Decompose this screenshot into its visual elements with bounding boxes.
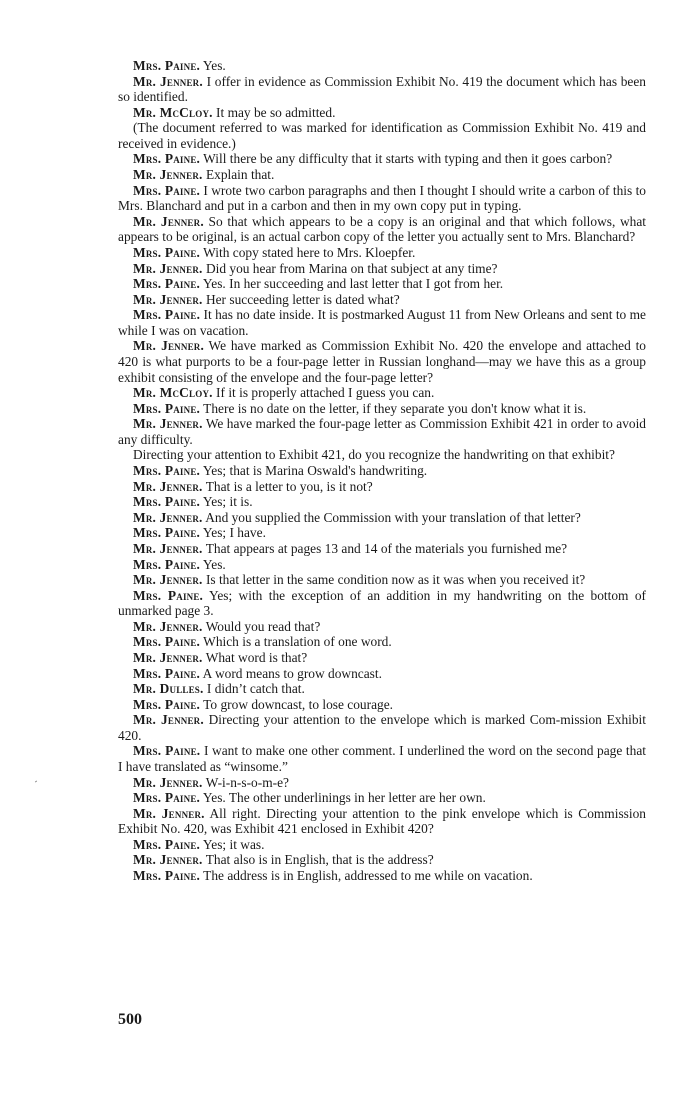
speaker-label: Mr. Jenner.	[133, 167, 203, 183]
transcript-paragraph	[118, 416, 646, 447]
speaker-label: Mrs. Paine.	[133, 151, 201, 167]
transcript-paragraph	[118, 775, 646, 791]
paragraph-text: What word is that?	[202, 649, 308, 665]
transcript-body	[118, 58, 646, 884]
transcript-paragraph	[118, 292, 646, 308]
transcript-paragraph	[118, 666, 646, 682]
paragraph-text: I didn’t catch that.	[203, 681, 305, 697]
paragraph-text: We have marked as Commission Exhibit No. 420 the envelope and attached to 420 is what purports to be a four-page letter in Russian longhand—may we have this as a group exhibit consisting of the envelope and the four-page letter?	[118, 338, 646, 385]
speaker-label: Mrs. Paine.	[133, 665, 201, 681]
paragraph-text: Directing your attention to Exhibit 421, do you recognize the handwriting on that exhibit?	[133, 447, 615, 463]
paragraph-text: Yes.	[200, 556, 226, 572]
transcript-paragraph	[118, 105, 646, 121]
speaker-label: Mr. Jenner.	[133, 291, 203, 307]
transcript-paragraph	[118, 261, 646, 277]
speaker-label: Mr. Jenner.	[133, 73, 203, 89]
speaker-label: Mrs. Paine.	[133, 58, 201, 73]
speaker-label: Mr. Jenner.	[133, 509, 203, 525]
transcript-paragraph	[118, 525, 646, 541]
speaker-label: Mrs. Paine.	[133, 836, 201, 852]
paragraph-text: Yes.	[200, 58, 226, 73]
transcript-paragraph	[118, 151, 646, 167]
speaker-label: Mrs. Paine.	[133, 790, 201, 806]
speaker-label: Mr. Jenner.	[133, 478, 203, 494]
speaker-label: Mr. Jenner.	[133, 618, 203, 634]
paragraph-text: Yes. The other underlinings in her letter are her own.	[200, 790, 486, 806]
paragraph-text: And you supplied the Commission with your translation of that letter?	[202, 509, 581, 525]
paragraph-text: I offer in evidence as Commission Exhibit No. 419 the document which has been so identified.	[118, 73, 646, 105]
transcript-paragraph	[118, 541, 646, 557]
paragraph-text: A word means to grow downcast.	[200, 665, 382, 681]
speaker-label: Mr. Jenner.	[133, 416, 203, 432]
speaker-label: Mr. McCloy.	[133, 104, 213, 120]
speaker-label: Mr. Jenner.	[133, 774, 203, 790]
transcript-paragraph	[118, 837, 646, 853]
transcript-paragraph	[118, 214, 646, 245]
speaker-label: Mrs. Paine.	[133, 525, 201, 541]
transcript-paragraph	[118, 634, 646, 650]
transcript-paragraph	[118, 74, 646, 105]
paragraph-text: Directing your attention to the envelope which is marked Com-mission Exhibit 420.	[118, 712, 646, 743]
paragraph-text: I want to make one other comment. I underlined the word on the second page that I have translated as “winsome.”	[118, 743, 646, 775]
transcript-paragraph	[118, 447, 646, 463]
speaker-label: Mr. Jenner.	[133, 852, 203, 868]
speaker-label: Mr. Jenner.	[133, 572, 203, 588]
speaker-label: Mrs. Paine.	[133, 494, 201, 510]
transcript-paragraph	[118, 276, 646, 292]
paragraph-text: That appears at pages 13 and 14 of the materials you furnished me?	[202, 540, 568, 556]
transcript-paragraph	[118, 557, 646, 573]
speaker-label: Mr. Jenner.	[133, 540, 203, 556]
paragraph-text: To grow downcast, to lose courage.	[200, 696, 394, 712]
page-number: 500	[118, 1011, 142, 1028]
transcript-paragraph	[118, 385, 646, 401]
paragraph-text: Yes. In her succeeding and last letter that I got from her.	[200, 276, 504, 292]
transcript-paragraph	[118, 697, 646, 713]
speaker-label: Mr. Dulles.	[133, 681, 204, 697]
speaker-label: Mr. Jenner.	[133, 712, 204, 728]
paragraph-text: (The document referred to was marked for identification as Commission Exhibit No. 419 and received in evidence.)	[118, 120, 646, 151]
speaker-label: Mr. McCloy.	[133, 385, 213, 401]
paragraph-text: If it is properly attached I guess you can.	[212, 385, 435, 401]
paragraph-text: With copy stated here to Mrs. Kloepfer.	[200, 244, 416, 260]
transcript-paragraph	[118, 806, 646, 837]
transcript-paragraph	[118, 479, 646, 495]
paragraph-text: Yes; that is Marina Oswald's handwriting.	[200, 463, 428, 479]
speaker-label: Mrs. Paine.	[133, 634, 201, 650]
transcript-paragraph	[118, 743, 646, 774]
transcript-paragraph	[118, 494, 646, 510]
speaker-label: Mrs. Paine.	[133, 743, 201, 759]
paragraph-text: Will there be any difficulty that it starts with typing and then it goes carbon?	[200, 151, 613, 167]
paragraph-text: Yes; it is.	[200, 494, 253, 510]
paragraph-text: The address is in English, addressed to me while on vacation.	[200, 868, 533, 884]
transcript-paragraph	[118, 868, 646, 884]
speaker-label: Mr. Jenner.	[133, 260, 203, 276]
paragraph-text: Yes; with the exception of an addition in my handwriting on the bottom of unmarked page 3.	[118, 587, 646, 619]
transcript-paragraph	[118, 401, 646, 417]
speaker-label: Mr. Jenner.	[133, 649, 203, 665]
speaker-label: Mrs. Paine.	[133, 868, 201, 884]
transcript-paragraph	[118, 183, 646, 214]
paragraph-text: It may be so admitted.	[212, 104, 336, 120]
transcript-paragraph	[118, 463, 646, 479]
paragraph-text: That also is in English, that is the address?	[202, 852, 434, 868]
speaker-label: Mrs. Paine.	[133, 244, 201, 260]
transcript-paragraph	[118, 245, 646, 261]
paragraph-text: I wrote two carbon paragraphs and then I thought I should write a carbon of this to Mrs. Blanchard and put in a carbon and then in my own copy put in typing.	[118, 182, 646, 214]
paragraph-text: It has no date inside. It is postmarked August 11 from New Orleans and sent to me while I was on vacation.	[118, 307, 646, 338]
speaker-label: Mrs. Paine.	[133, 307, 201, 323]
paragraph-text: Would you read that?	[202, 618, 321, 634]
transcript-paragraph	[118, 120, 646, 151]
transcript-paragraph	[118, 510, 646, 526]
paragraph-text: So that which appears to be a copy is an original and that which follows, what appears to be original, is an actual carbon copy of the letter you actually sent to Mrs. Blanchard?	[118, 213, 646, 245]
transcript-paragraph	[118, 650, 646, 666]
speaker-label: Mrs. Paine.	[133, 556, 201, 572]
transcript-paragraph	[118, 588, 646, 619]
paragraph-text: Explain that.	[202, 167, 275, 183]
speaker-label: Mr. Jenner.	[133, 338, 205, 354]
speaker-label: Mrs. Paine.	[133, 182, 201, 198]
scan-speck	[35, 780, 37, 782]
transcript-paragraph	[118, 58, 646, 74]
speaker-label: Mrs. Paine.	[133, 463, 201, 479]
transcript-paragraph	[118, 619, 646, 635]
speaker-label: Mrs. Paine.	[133, 587, 204, 603]
transcript-paragraph	[118, 338, 646, 385]
speaker-label: Mr. Jenner.	[133, 805, 205, 821]
transcript-paragraph	[118, 572, 646, 588]
paragraph-text: Yes; I have.	[200, 525, 266, 541]
transcript-paragraph	[118, 167, 646, 183]
paragraph-text: W-i-n-s-o-m-e?	[202, 774, 289, 790]
paragraph-text: There is no date on the letter, if they separate you don't know what it is.	[200, 400, 587, 416]
paragraph-text: All right. Directing your attention to the pink envelope which is Commission Exhibit No. 420, was Exhibit 421 enclosed in Exhibit 420?	[118, 805, 646, 837]
paragraph-text: We have marked the four-page letter as Commission Exhibit 421 in order to avoid any difficulty.	[118, 416, 646, 447]
transcript-paragraph	[118, 712, 646, 743]
speaker-label: Mr. Jenner.	[133, 213, 204, 229]
speaker-label: Mrs. Paine.	[133, 696, 201, 712]
paragraph-text: Is that letter in the same condition now as it was when you received it?	[202, 572, 586, 588]
paragraph-text: Yes; it was.	[200, 836, 265, 852]
transcript-paragraph	[118, 681, 646, 697]
paragraph-text: Her succeeding letter is dated what?	[202, 291, 400, 307]
transcript-paragraph	[118, 790, 646, 806]
transcript-paragraph	[118, 307, 646, 338]
paragraph-text: Which is a translation of one word.	[200, 634, 392, 650]
transcript-paragraph	[118, 852, 646, 868]
speaker-label: Mrs. Paine.	[133, 400, 201, 416]
paragraph-text: Did you hear from Marina on that subject at any time?	[202, 260, 498, 276]
paragraph-text: That is a letter to you, is it not?	[202, 478, 373, 494]
speaker-label: Mrs. Paine.	[133, 276, 201, 292]
